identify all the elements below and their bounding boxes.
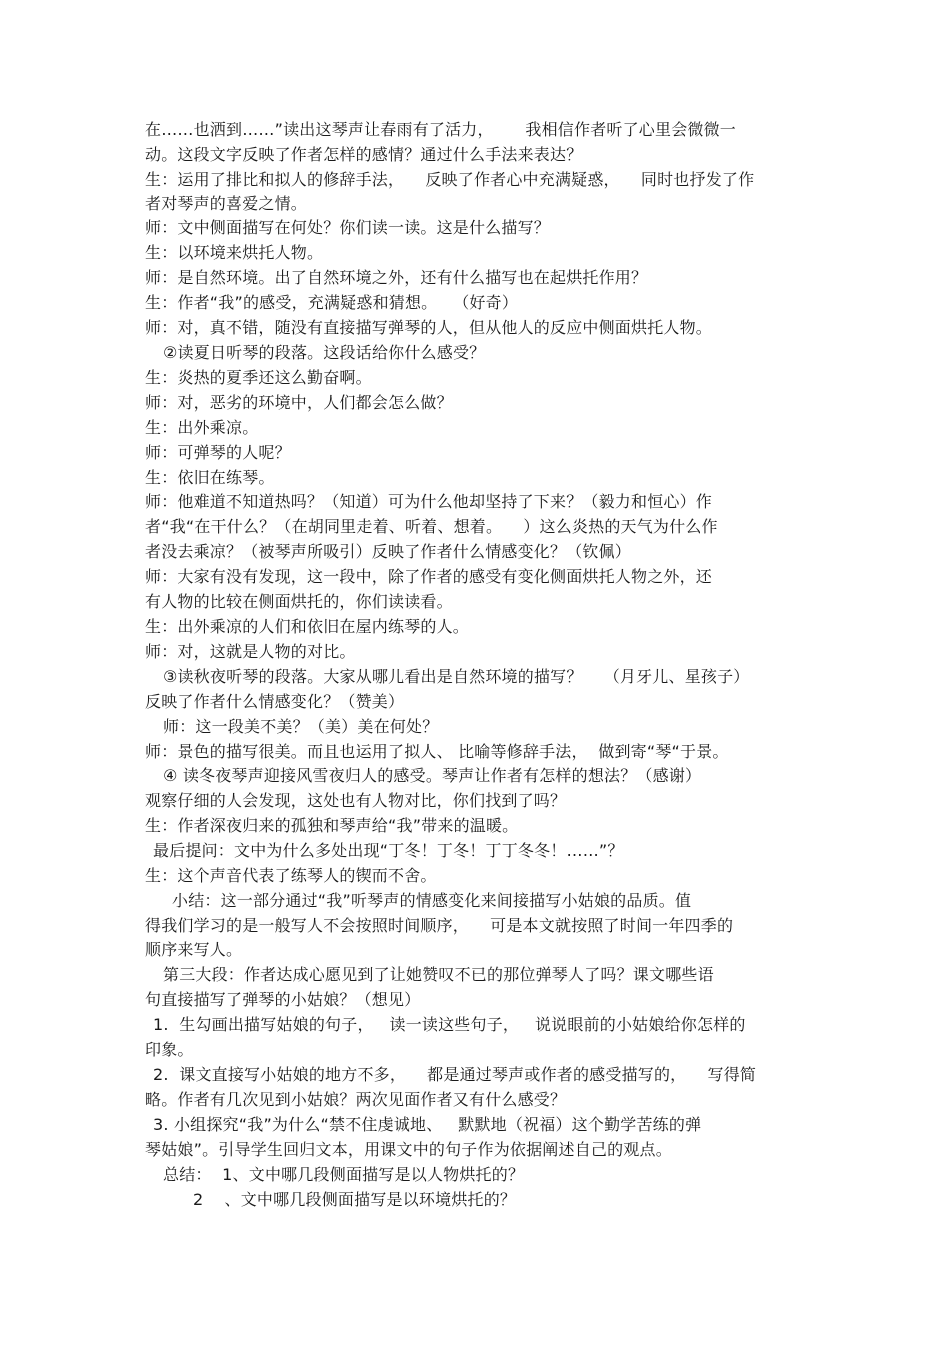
text-line: 反映了作者什么情感变化？（赞美） [145, 692, 405, 711]
text-line: 师：是自然环境。出了自然环境之外，还有什么描写也在起烘托作用？ [145, 268, 648, 287]
text-line: 师：对，恶劣的环境中，人们都会怎么做？ [145, 393, 453, 412]
text-line: 动。这段文字反映了作者怎样的感情？通过什么手法来表达？ [145, 145, 583, 164]
text-line: 师：这一段美不美？（美）美在何处？ [163, 717, 439, 736]
text-line: 师：对，这就是人物的对比。 [145, 642, 356, 661]
text-line: 师：大家有没有发现，这一段中，除了作者的感受有变化侧面烘托人物之外，还 [145, 567, 713, 586]
text-line: 有人物的比较在侧面烘托的，你们读读看。 [145, 592, 453, 611]
text-line: 生：依旧在练琴。 [145, 468, 275, 487]
text-line: 印象。 [145, 1040, 194, 1059]
text-line: 生：这个声音代表了练琴人的锲而不舍。 [145, 866, 437, 885]
text-line: 句直接描写了弹琴的小姑娘？（想见） [145, 990, 421, 1009]
text-line: 总结： 1、文中哪几段侧面描写是以人物烘托的？ [163, 1165, 525, 1184]
text-line: 顺序来写人。 [145, 940, 243, 959]
text-line: 者“我“在干什么？（在胡同里走着、听着、想着。 ）这么炎热的天气为什么作 [145, 517, 718, 536]
text-line: 生：运用了排比和拟人的修辞手法， 反映了作者心中充满疑惑， 同时也抒发了作 [145, 170, 755, 189]
text-line: 生：炎热的夏季还这么勤奋啊。 [145, 368, 372, 387]
text-line: 师：对，真不错，随没有直接描写弹琴的人，但从他人的反应中侧面烘托人物。 [145, 318, 713, 337]
text-line: 最后提问：文中为什么多处出现“丁冬！丁冬！丁丁冬冬！……”？ [153, 841, 624, 860]
text-line: 在……也洒到……”读出这琴声让春雨有了活力， 我相信作者听了心里会微微一 [145, 120, 737, 139]
text-line: 师：文中侧面描写在何处？你们读一读。这是什么描写？ [145, 218, 551, 237]
text-line: 小结：这一部分通过“我”听琴声的情感变化来间接描写小姑娘的品质。值 [172, 891, 692, 910]
text-line: 2. 课文直接写小姑娘的地方不多， 都是通过琴声或作者的感受描写的， 写得简 [153, 1065, 757, 1084]
text-line: ③读秋夜听琴的段落。大家从哪儿看出是自然环境的描写？ （月牙儿、星孩子） [163, 667, 750, 686]
text-line: 生：以环境来烘托人物。 [145, 243, 324, 262]
text-line: 者对琴声的喜爱之情。 [145, 194, 308, 213]
text-line: 1. 生勾画出描写姑娘的句子， 读一读这些句子， 说说眼前的小姑娘给你怎样的 [153, 1015, 746, 1034]
text-line: 生：出外乘凉。 [145, 418, 259, 437]
text-line: 生：作者深夜归来的孤独和琴声给“我”带来的温暖。 [145, 816, 519, 835]
text-line: 第三大段：作者达成心愿见到了让她赞叹不已的那位弹琴人了吗？课文哪些语 [163, 965, 714, 984]
text-line: ④ 读冬夜琴声迎接风雪夜归人的感受。琴声让作者有怎样的想法？（感谢） [163, 766, 702, 785]
text-line: 琴姑娘”。引导学生回归文本，用课文中的句子作为依据阐述自己的观点。 [145, 1140, 672, 1159]
text-line: 者没去乘凉？（被琴声所吸引）反映了作者什么情感变化？（钦佩） [145, 542, 632, 561]
text-line: 生：出外乘凉的人们和依旧在屋内练琴的人。 [145, 617, 470, 636]
text-line: 观察仔细的人会发现，这处也有人物对比，你们找到了吗？ [145, 791, 567, 810]
text-line: 3. 小组探究“我”为什么“禁不住虔诚地、 默默地（祝福）这个勤学苦练的弹 [153, 1115, 702, 1134]
text-line: 生：作者“我”的感受，充满疑惑和猜想。 （好奇） [145, 293, 519, 312]
text-line: ②读夏日听琴的段落。这段话给你什么感受？ [163, 343, 486, 362]
text-line: 得我们学习的是一般写人不会按照时间顺序， 可是本文就按照了时间一年四季的 [145, 916, 734, 935]
text-line: 师：他难道不知道热吗？（知道）可为什么他却坚持了下来？（毅力和恒心）作 [145, 492, 713, 511]
text-line: 2 、文中哪几段侧面描写是以环境烘托的？ [193, 1190, 517, 1209]
text-line: 师：可弹琴的人呢？ [145, 443, 291, 462]
text-line: 师：景色的描写很美。而且也运用了拟人、 比喻等修辞手法， 做到寄“琴“于景。 [145, 742, 729, 761]
text-line: 略。作者有几次见到小姑娘？两次见面作者又有什么感受？ [145, 1090, 567, 1109]
